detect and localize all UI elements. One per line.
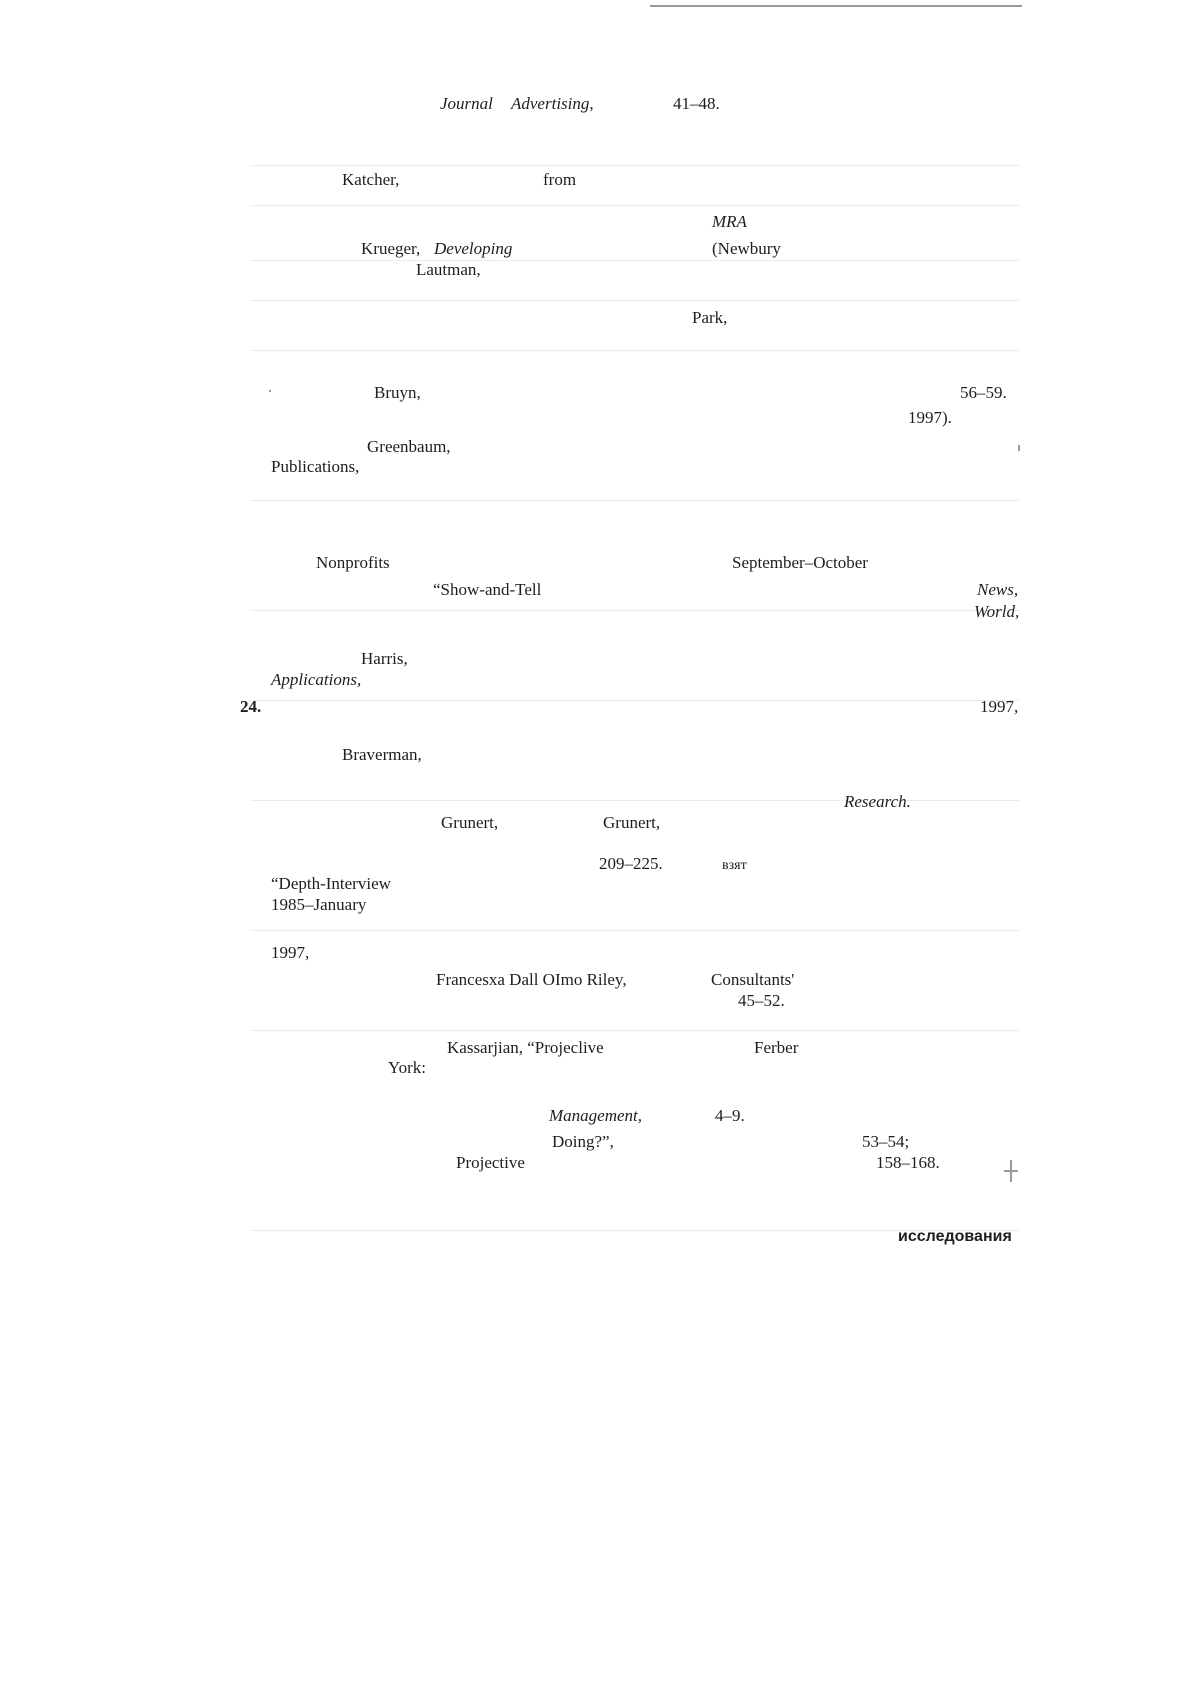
- text-september-october: September–October: [732, 553, 868, 572]
- text-pages-209-225: 209–225.: [599, 854, 663, 873]
- text-krueger: Krueger,: [361, 239, 421, 258]
- text-world: World,: [974, 602, 1020, 621]
- text-consultants: Consultants': [711, 970, 795, 989]
- text-mra: MRA: [712, 212, 747, 231]
- text-pages-41-48: 41–48.: [673, 94, 720, 113]
- text-applications: Applications,: [271, 670, 362, 689]
- text-grunert-1: Grunert,: [441, 813, 499, 832]
- text-news: News,: [977, 580, 1019, 599]
- text-park: Park,: [692, 308, 728, 327]
- top-rule: [650, 5, 1022, 7]
- text-grunert-2: Grunert,: [603, 813, 661, 832]
- text-management: Management,: [549, 1106, 643, 1125]
- text-nonprofits: Nonprofits: [316, 553, 390, 572]
- text-publications: Publications,: [271, 457, 360, 476]
- text-pages-53-54: 53–54;: [862, 1132, 910, 1151]
- text-advertising: Advertising,: [511, 94, 594, 113]
- text-francesxa: Francesxa Dall OImo Riley,: [436, 970, 627, 989]
- text-ferber: Ferber: [754, 1038, 799, 1057]
- text-kassarjian: Kassarjian, “Projeclive: [447, 1038, 604, 1057]
- text-show-and-tell: “Show-and-Tell: [433, 580, 542, 599]
- text-year-1997-a: 1997,: [980, 697, 1019, 716]
- text-newbury: (Newbury: [712, 239, 781, 258]
- text-braverman: Braverman,: [342, 745, 422, 764]
- text-greenbaum: Greenbaum,: [367, 437, 451, 456]
- text-pages-4-9: 4–9.: [715, 1106, 745, 1125]
- text-from: from: [543, 170, 577, 189]
- text-year-1997-b: 1997,: [271, 943, 310, 962]
- text-projective: Projective: [456, 1153, 525, 1172]
- text-journal: Journal: [440, 94, 493, 113]
- text-pages-56-59: 56–59.: [960, 383, 1007, 402]
- text-developing: Developing: [434, 239, 513, 258]
- text-research: Research.: [844, 792, 911, 811]
- text-lautman: Lautman,: [416, 260, 481, 279]
- text-pages-45-52: 45–52.: [738, 991, 785, 1010]
- text-january-1985: 1985–January: [271, 895, 367, 914]
- text-katcher: Katcher,: [342, 170, 400, 189]
- text-bruyn: Bruyn,: [374, 383, 421, 402]
- text-year-1997-paren: 1997).: [908, 408, 952, 427]
- text-number-24: 24.: [240, 697, 262, 716]
- text-doing: Doing?”,: [552, 1132, 614, 1151]
- text-depth-interview: “Depth-Interview: [271, 874, 391, 893]
- text-harris: Harris,: [361, 649, 408, 668]
- text-pages-158-168: 158–168.: [876, 1153, 940, 1172]
- text-vzyat: взят: [722, 858, 747, 873]
- footer-section-label: исследования: [898, 1228, 1012, 1245]
- text-york: York:: [388, 1058, 426, 1077]
